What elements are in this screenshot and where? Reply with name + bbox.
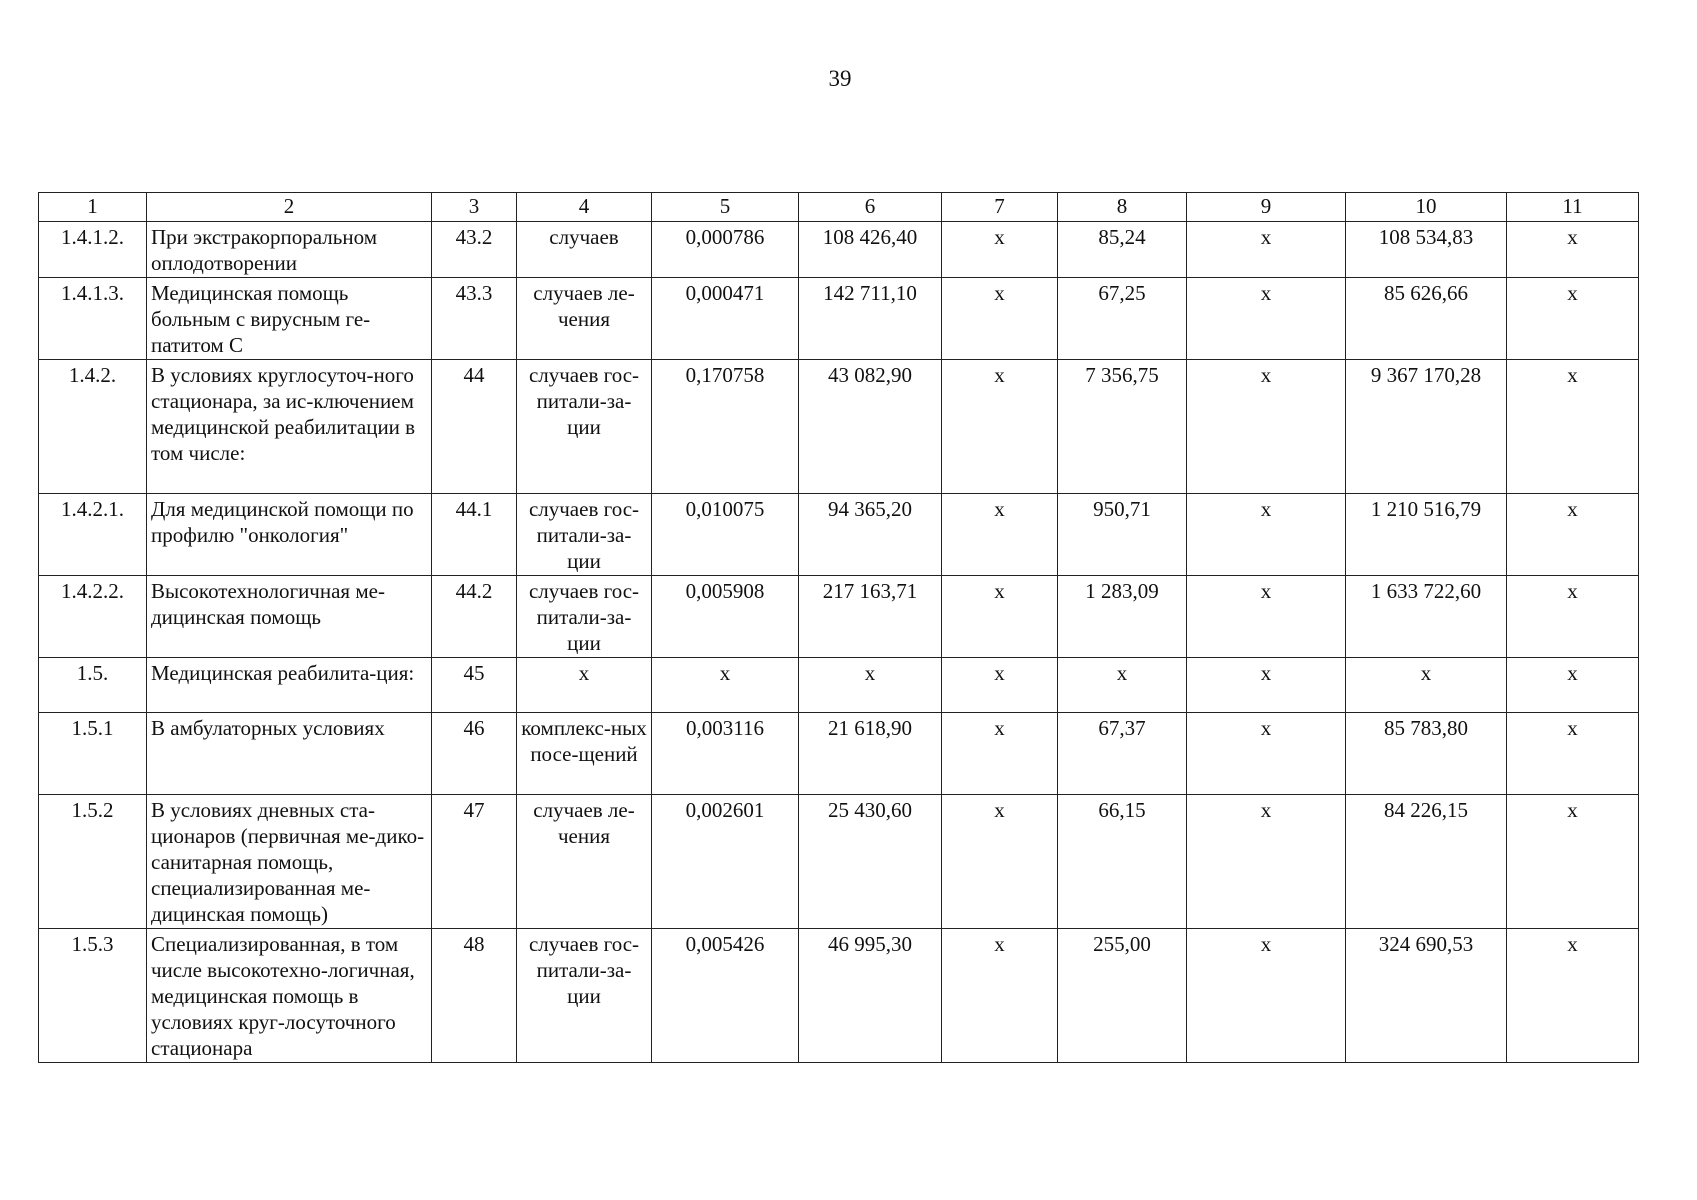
table-row: [39, 713, 1639, 795]
cell-col11: x: [1507, 360, 1639, 494]
cell-col6: 43 082,90: [799, 360, 942, 494]
cell-col7: x: [942, 494, 1058, 576]
cell-col8: 67,25: [1058, 278, 1187, 360]
cell-col5: 0,002601: [652, 795, 799, 929]
cell-col7: x: [942, 360, 1058, 494]
row-number: 44.1: [432, 494, 517, 576]
cell-col9: x: [1187, 360, 1346, 494]
column-header-9: 9: [1187, 193, 1346, 222]
row-number: 43.2: [432, 222, 517, 278]
row-number: 46: [432, 713, 517, 795]
cell-col9: x: [1187, 929, 1346, 1063]
cell-col11: x: [1507, 929, 1639, 1063]
cell-col9: x: [1187, 576, 1346, 658]
cell-col6: 46 995,30: [799, 929, 942, 1063]
cell-col10: 84 226,15: [1346, 795, 1507, 929]
cell-col7: x: [942, 658, 1058, 713]
column-header-2: 2: [147, 193, 432, 222]
cell-col7: x: [942, 278, 1058, 360]
row-unit: случаев гос-питали-за-ции: [517, 360, 652, 494]
column-header-5: 5: [652, 193, 799, 222]
column-header-11: 11: [1507, 193, 1639, 222]
row-code: 1.4.2.1.: [39, 494, 147, 576]
cell-col5: 0,005908: [652, 576, 799, 658]
cell-col10: 1 210 516,79: [1346, 494, 1507, 576]
table-row: [39, 929, 1639, 1063]
data-table: [38, 192, 1639, 1063]
row-unit: случаев ле-чения: [517, 278, 652, 360]
row-number: 45: [432, 658, 517, 713]
cell-col5: x: [652, 658, 799, 713]
table-row: [39, 494, 1639, 576]
cell-col11: x: [1507, 222, 1639, 278]
cell-col11: x: [1507, 713, 1639, 795]
cell-col11: x: [1507, 576, 1639, 658]
cell-col8: 950,71: [1058, 494, 1187, 576]
cell-col11: x: [1507, 795, 1639, 929]
row-code: 1.5.2: [39, 795, 147, 929]
cell-col5: 0,000471: [652, 278, 799, 360]
row-unit: случаев гос-питали-за-ции: [517, 929, 652, 1063]
row-number: 44.2: [432, 576, 517, 658]
row-name: Для медицинской помощи по профилю "онкология": [147, 494, 432, 576]
cell-col6: 94 365,20: [799, 494, 942, 576]
row-code: 1.4.2.2.: [39, 576, 147, 658]
cell-col8: 67,37: [1058, 713, 1187, 795]
row-unit: случаев гос-питали-за-ции: [517, 576, 652, 658]
cell-col5: 0,170758: [652, 360, 799, 494]
row-unit: комплекс-ных посе-щений: [517, 713, 652, 795]
cell-col6: 142 711,10: [799, 278, 942, 360]
table-row: [39, 222, 1639, 278]
page-number: 39: [828, 66, 852, 91]
column-header-10: 10: [1346, 193, 1507, 222]
row-unit: случаев ле-чения: [517, 795, 652, 929]
column-header-3: 3: [432, 193, 517, 222]
cell-col6: 21 618,90: [799, 713, 942, 795]
cell-col7: x: [942, 795, 1058, 929]
cell-col8: 255,00: [1058, 929, 1187, 1063]
row-code: 1.4.1.3.: [39, 278, 147, 360]
row-name: В условиях круглосуточ-ного стационара, за ис-ключением медицинской реабилитации в том числе:: [147, 360, 432, 494]
cell-col6: x: [799, 658, 942, 713]
cell-col7: x: [942, 222, 1058, 278]
cell-col5: 0,003116: [652, 713, 799, 795]
row-name: Высокотехнологичная ме-дицинская помощь: [147, 576, 432, 658]
table-header-row: [39, 193, 1639, 222]
cell-col7: x: [942, 929, 1058, 1063]
row-name: Медицинская помощь больным с вирусным ге-патитом С: [147, 278, 432, 360]
row-code: 1.5.3: [39, 929, 147, 1063]
cell-col9: x: [1187, 222, 1346, 278]
row-name: В амбулаторных условиях: [147, 713, 432, 795]
table-row: [39, 795, 1639, 929]
cell-col10: 1 633 722,60: [1346, 576, 1507, 658]
row-unit: случаев: [517, 222, 652, 278]
row-code: 1.5.: [39, 658, 147, 713]
table-row: [39, 278, 1639, 360]
cell-col9: x: [1187, 795, 1346, 929]
cell-col9: x: [1187, 494, 1346, 576]
cell-col7: x: [942, 576, 1058, 658]
cell-col11: x: [1507, 494, 1639, 576]
column-header-4: 4: [517, 193, 652, 222]
column-header-8: 8: [1058, 193, 1187, 222]
cell-col8: 1 283,09: [1058, 576, 1187, 658]
row-unit: случаев гос-питали-за-ции: [517, 494, 652, 576]
column-header-7: 7: [942, 193, 1058, 222]
column-header-1: 1: [39, 193, 147, 222]
cell-col10: 108 534,83: [1346, 222, 1507, 278]
row-name: Медицинская реабилита-ция:: [147, 658, 432, 713]
row-number: 43.3: [432, 278, 517, 360]
cell-col9: x: [1187, 658, 1346, 713]
cell-col8: x: [1058, 658, 1187, 713]
row-code: 1.4.1.2.: [39, 222, 147, 278]
cell-col5: 0,010075: [652, 494, 799, 576]
cell-col10: 85 626,66: [1346, 278, 1507, 360]
row-code: 1.5.1: [39, 713, 147, 795]
row-code: 1.4.2.: [39, 360, 147, 494]
row-number: 48: [432, 929, 517, 1063]
cell-col9: x: [1187, 278, 1346, 360]
cell-col6: 217 163,71: [799, 576, 942, 658]
table-row: [39, 576, 1639, 658]
cell-col7: x: [942, 713, 1058, 795]
cell-col10: 85 783,80: [1346, 713, 1507, 795]
cell-col6: 108 426,40: [799, 222, 942, 278]
column-header-6: 6: [799, 193, 942, 222]
cell-col10: 324 690,53: [1346, 929, 1507, 1063]
cell-col8: 7 356,75: [1058, 360, 1187, 494]
cell-col10: x: [1346, 658, 1507, 713]
cell-col11: x: [1507, 658, 1639, 713]
row-number: 44: [432, 360, 517, 494]
row-name: При экстракорпоральном оплодотворении: [147, 222, 432, 278]
row-unit: x: [517, 658, 652, 713]
row-name: В условиях дневных ста-ционаров (первичная ме-дико-санитарная помощь, специализированная ме-дицинская помощь): [147, 795, 432, 929]
table-row: [39, 658, 1639, 713]
table-row: [39, 360, 1639, 494]
cell-col8: 66,15: [1058, 795, 1187, 929]
cell-col8: 85,24: [1058, 222, 1187, 278]
cell-col11: x: [1507, 278, 1639, 360]
cell-col5: 0,000786: [652, 222, 799, 278]
cell-col6: 25 430,60: [799, 795, 942, 929]
cell-col9: x: [1187, 713, 1346, 795]
row-name: Специализированная, в том числе высокотехно-логичная, медицинская помощь в условиях круг-лосуточного стационара: [147, 929, 432, 1063]
cell-col5: 0,005426: [652, 929, 799, 1063]
row-number: 47: [432, 795, 517, 929]
cell-col10: 9 367 170,28: [1346, 360, 1507, 494]
